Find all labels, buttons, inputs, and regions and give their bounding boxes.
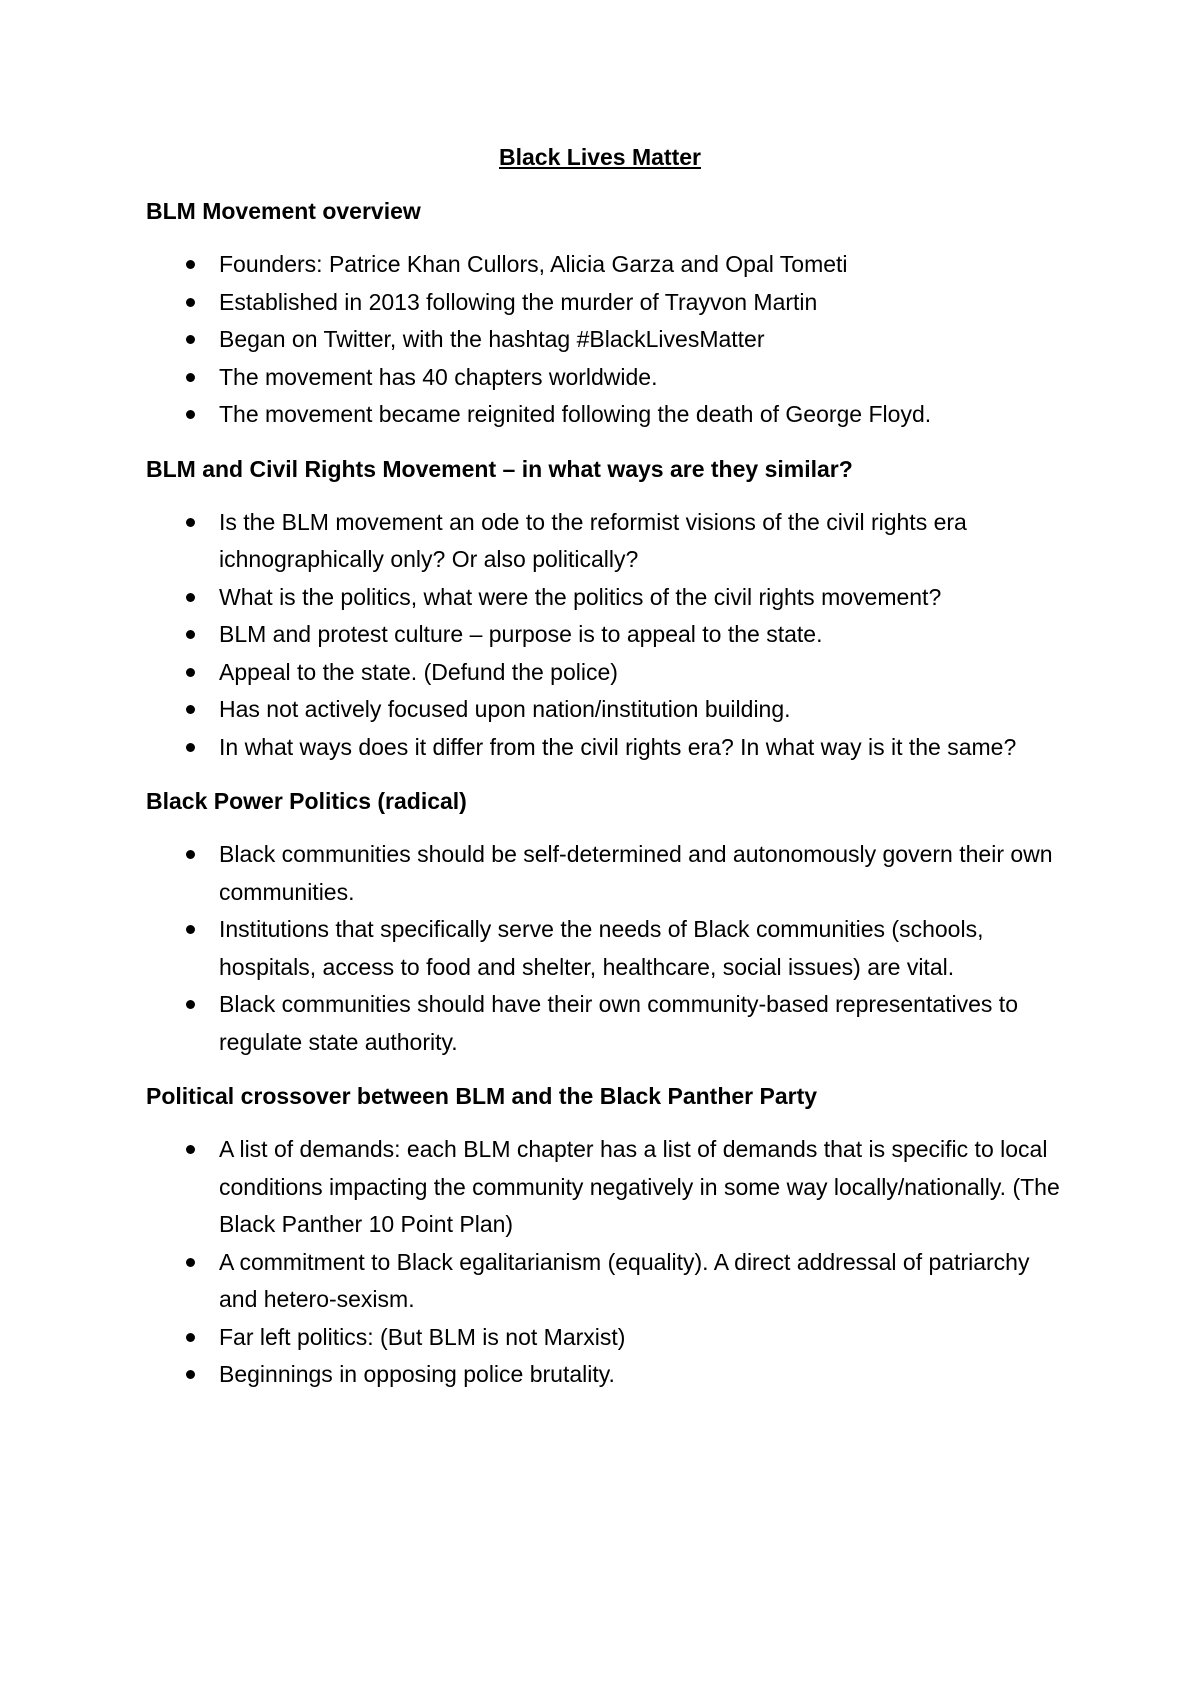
bullet-icon bbox=[186, 1370, 195, 1379]
list-item-text: Far left politics: (But BLM is not Marxist) bbox=[219, 1323, 626, 1350]
list-item-text: Founders: Patrice Khan Cullors, Alicia Garza and Opal Tometi bbox=[219, 251, 848, 277]
document-content bbox=[146, 138, 1066, 1410]
list-item-text: A commitment to Black egalitarianism (equality). A direct addressal of patriarchy and hetero-sexism. bbox=[219, 1248, 1030, 1312]
list-item-text: In what ways does it differ from the civil rights era? In what way is it the same? bbox=[219, 733, 1017, 760]
list-item-text: Appeal to the state. (Defund the police) bbox=[219, 658, 618, 685]
bullet-icon bbox=[186, 850, 195, 859]
list-item-text: Has not actively focused upon nation/institution building. bbox=[219, 696, 791, 722]
list-item bbox=[146, 1356, 1066, 1394]
list-item bbox=[146, 504, 1066, 579]
list-item-text: Established in 2013 following the murder of Trayvon Martin bbox=[219, 288, 818, 315]
list-item bbox=[146, 1319, 1066, 1357]
bullet-icon bbox=[186, 705, 195, 714]
section-heading: Black Power Politics (radical) bbox=[146, 788, 467, 814]
bullet-icon bbox=[186, 593, 195, 602]
section-heading: BLM Movement overview bbox=[146, 198, 421, 224]
bullet-list bbox=[146, 836, 1066, 1061]
list-item bbox=[146, 359, 1066, 397]
list-item bbox=[146, 616, 1066, 654]
section-blm-movement-overview bbox=[146, 192, 1066, 434]
bullet-icon bbox=[186, 668, 195, 677]
bullet-icon bbox=[186, 925, 195, 934]
list-item bbox=[146, 579, 1066, 617]
list-item-text: A list of demands: each BLM chapter has a list of demands that is specific to local conditions impacting the community negatively in some way locally/nationally. (The Black Panther 10 Point Plan) bbox=[219, 1136, 1060, 1237]
bullet-icon bbox=[186, 298, 195, 307]
bullet-icon bbox=[186, 373, 195, 382]
document-sections bbox=[146, 192, 1066, 1394]
list-item bbox=[146, 396, 1066, 434]
list-item-text: Began on Twitter, with the hashtag #BlackLivesMatter bbox=[219, 326, 765, 352]
list-item-text: Institutions that specifically serve the needs of Black communities (schools, hospitals, access to food and shelter, healthcare, social issues) are vital. bbox=[219, 916, 984, 980]
list-item-text: What is the politics, what were the politics of the civil rights movement? bbox=[219, 583, 942, 610]
list-item bbox=[146, 729, 1066, 767]
list-item bbox=[146, 1131, 1066, 1244]
bullet-icon bbox=[186, 410, 195, 419]
section-heading: Political crossover between BLM and the Black Panther Party bbox=[146, 1083, 818, 1109]
section-heading: BLM and Civil Rights Movement – in what ways are they similar? bbox=[146, 455, 853, 482]
list-item bbox=[146, 284, 1066, 322]
bullet-icon bbox=[186, 630, 195, 639]
list-item bbox=[146, 1244, 1066, 1319]
section-blm-and-civil-rights bbox=[146, 450, 1066, 767]
list-item bbox=[146, 911, 1066, 986]
bullet-icon bbox=[186, 1333, 195, 1342]
list-item-text: BLM and protest culture – purpose is to appeal to the state. bbox=[219, 621, 823, 647]
bullet-icon bbox=[186, 335, 195, 344]
list-item bbox=[146, 654, 1066, 692]
bullet-icon bbox=[186, 1000, 195, 1009]
list-item bbox=[146, 836, 1066, 911]
document-title: Black Lives Matter bbox=[499, 144, 701, 170]
list-item bbox=[146, 246, 1066, 284]
list-item-text: The movement became reignited following the death of George Floyd. bbox=[219, 401, 932, 427]
list-item bbox=[146, 986, 1066, 1061]
list-item-text: Black communities should be self-determined and autonomously govern their own communities. bbox=[219, 841, 1053, 905]
bullet-list bbox=[146, 1131, 1066, 1394]
list-item-text: Black communities should have their own community-based representatives to regulate state authority. bbox=[219, 991, 1018, 1055]
list-item bbox=[146, 691, 1066, 729]
list-item bbox=[146, 321, 1066, 359]
bullet-icon bbox=[186, 743, 195, 752]
section-political-crossover-between-blm bbox=[146, 1077, 1066, 1394]
bullet-icon bbox=[186, 1145, 195, 1154]
section-black-power-politics-radical bbox=[146, 782, 1066, 1061]
list-item-text: Is the BLM movement an ode to the reformist visions of the civil rights era ichnographically only? Or also politically? bbox=[219, 508, 967, 572]
bullet-list bbox=[146, 246, 1066, 434]
list-item-text: Beginnings in opposing police brutality. bbox=[219, 1361, 615, 1387]
bullet-icon bbox=[186, 518, 195, 527]
bullet-icon bbox=[186, 260, 195, 269]
bullet-list bbox=[146, 504, 1066, 767]
list-item-text: The movement has 40 chapters worldwide. bbox=[219, 363, 658, 390]
bullet-icon bbox=[186, 1258, 195, 1267]
